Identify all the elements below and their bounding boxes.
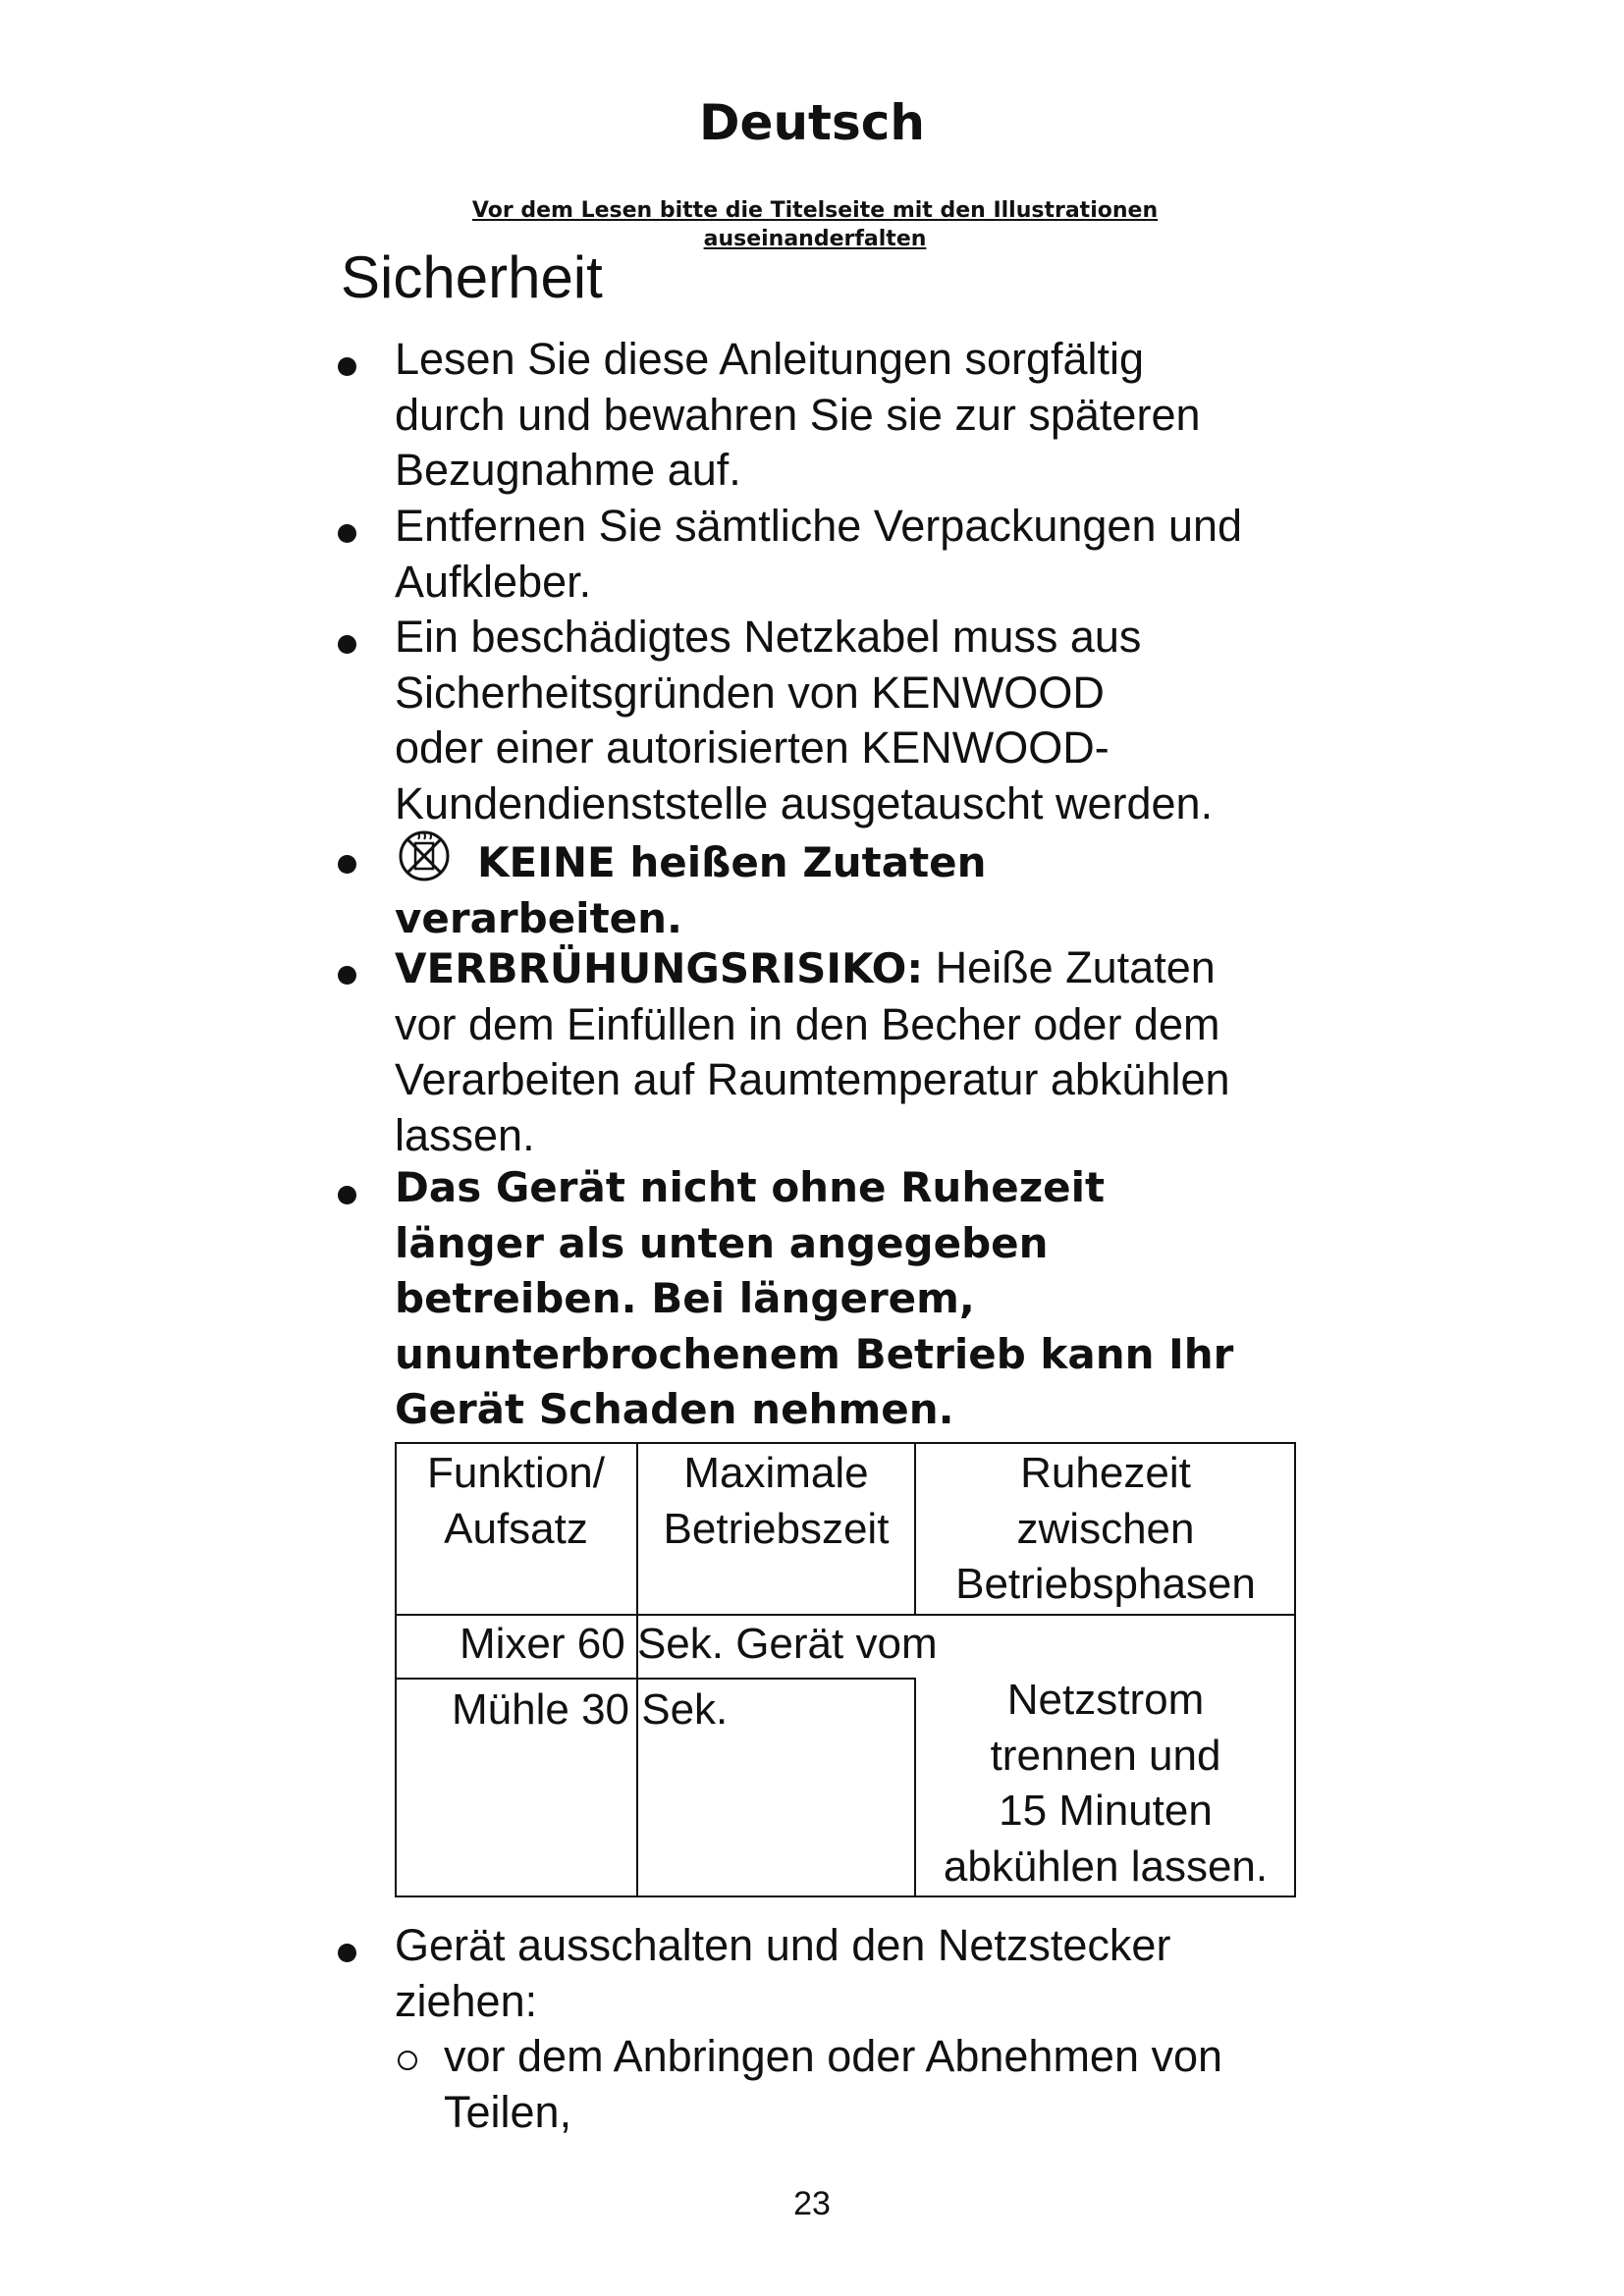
bullet-line: betreiben. Bei längerem, (395, 1274, 975, 1322)
bullet-icon (338, 1944, 356, 1962)
bullet-line: Lesen Sie diese Anleitungen sorgfältig (395, 334, 1145, 384)
scalding-risk-label: VERBRÜHUNGSRISIKO: (395, 944, 924, 992)
bullet-line: Sicherheitsgründen von KENWOOD (395, 667, 1105, 718)
bullet-line: Kundendienststelle ausgetauscht werden. (395, 777, 1214, 828)
bullet-line: VERBRÜHUNGSRISIKO: Heiße Zutaten (395, 942, 1216, 992)
bullet-line: lassen. (395, 1109, 535, 1160)
bullet-line: Bezugnahme auf. (395, 445, 741, 495)
bullet-line: Das Gerät nicht ohne Ruhezeit (395, 1163, 1106, 1211)
bullet-icon (338, 966, 356, 985)
bullet-line: Entfernen Sie sämtliche Verpackungen und (395, 501, 1243, 551)
bullet-line: ununterbrochenem Betrieb kann Ihr (395, 1329, 1234, 1378)
bullet-line: Aufkleber. (395, 556, 592, 607)
bullet-icon (338, 1186, 356, 1204)
bullet-unplug (395, 1918, 1308, 2029)
bullet-remove-packaging (395, 499, 1308, 610)
table-header-rest-time: Ruhezeit zwischen Betriebsphasen (955, 1449, 1256, 1608)
bullet-line: durch und bewahren Sie sie zur späteren (395, 389, 1201, 440)
bullet-line: ziehen: (395, 1975, 538, 2026)
bullet-icon (338, 357, 356, 376)
hollow-bullet-icon (398, 2051, 417, 2070)
section-title: Sicherheit (341, 244, 603, 310)
bullet-line: KEINE heißen Zutaten (395, 829, 1308, 891)
bullet-line: verarbeiten. (395, 893, 682, 942)
bullet-line: vor dem Einfüllen in den Becher oder dem (395, 998, 1220, 1049)
bullet-line: Gerät Schaden nehmen. (395, 1385, 954, 1433)
bullet-line: oder einer autorisierten KENWOOD- (395, 722, 1110, 773)
bullet-line: vor dem Anbringen oder Abnehmen von (444, 2031, 1223, 2081)
language-heading: Deutsch (699, 94, 925, 151)
sub-bullet-fitting-parts (444, 2029, 1327, 2140)
table-row-mixer: Mixer 60 Sek. Gerät vom (460, 1620, 938, 1668)
bullet-icon (338, 635, 356, 654)
bullet-line: Teilen, (444, 2086, 572, 2137)
table-rest-instruction: Netzstrom trennen und 15 Minuten abkühlen lassen. (943, 1676, 1269, 1891)
table-row-mill: Mühle 30 Sek. (452, 1685, 729, 1734)
fold-out-note-line-2: auseinanderfalten (703, 227, 927, 251)
table-header-function: Funktion/ Aufsatz (427, 1449, 605, 1553)
bullet-line: Ein beschädigtes Netzkabel muss aus (395, 612, 1142, 662)
table-header-max-time: Maximale Betriebszeit (663, 1449, 890, 1553)
bullet-icon (338, 524, 356, 543)
bullet-operating-time (395, 1160, 1308, 1438)
operating-time-table (395, 1442, 1296, 1897)
bullet-icon (338, 855, 356, 874)
bullet-line: Verarbeiten auf Raumtemperatur abkühlen (395, 1054, 1230, 1104)
bullet-scalding-risk (395, 940, 1308, 1163)
bullet-read-instructions (395, 332, 1308, 499)
bullet-line: länger als unten angegeben (395, 1218, 1049, 1267)
fold-out-note-line-1: Vor dem Lesen bitte die Titelseite mit den Illustrationen (471, 198, 1159, 223)
bullet-line: Gerät ausschalten und den Netzstecker (395, 1920, 1171, 1970)
bullet-no-hot-ingredients (395, 829, 1308, 946)
bullet-damaged-cord (395, 610, 1308, 831)
page-number: 23 (793, 2185, 831, 2222)
no-hot-ingredients-icon (395, 829, 454, 882)
